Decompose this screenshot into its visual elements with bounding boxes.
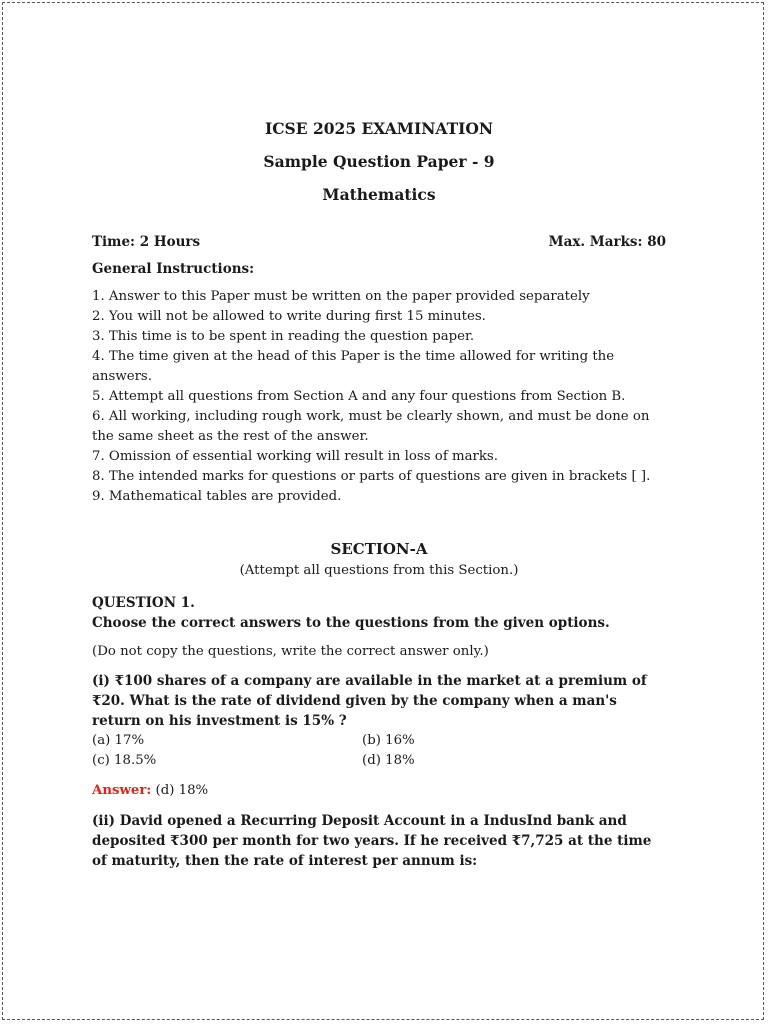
instruction-item: 8. The intended marks for questions or parts of questions are given in brackets [ ]. [92, 469, 651, 484]
general-instructions-heading: General Instructions: [92, 261, 255, 277]
question-1-part-i-options [92, 731, 666, 771]
instruction-item: 4. The time given at the head of this Paper is the time allowed for writing the answers. [92, 349, 615, 384]
question-paper [92, 118, 666, 871]
paper-title: Sample Question Paper - 9 [263, 152, 495, 171]
section-a-subheading: (Attempt all questions from this Section.) [239, 563, 519, 578]
answer-label: Answer: [92, 783, 152, 798]
time-allowed: Time: 2 Hours [92, 234, 201, 250]
max-marks: Max. Marks: 80 [548, 234, 666, 250]
question-1-part-i-answer [92, 781, 666, 801]
option-c: (c) 18.5% [92, 753, 157, 768]
instruction-item: 5. Attempt all questions from Section A and any four questions from Section B. [92, 389, 626, 404]
instruction-item: 7. Omission of essential working will result in loss of marks. [92, 449, 498, 464]
exam-meta-row [92, 231, 666, 259]
section-a-heading: SECTION-A [330, 540, 428, 558]
exam-title: ICSE 2025 EXAMINATION [264, 119, 494, 138]
option-a: (a) 17% [92, 733, 145, 748]
general-instructions-list [92, 287, 666, 507]
instruction-item: 1. Answer to this Paper must be written on the paper provided separately [92, 289, 590, 304]
question-1-note: (Do not copy the questions, write the correct answer only.) [92, 644, 489, 659]
answer-value: (d) 18% [151, 783, 209, 798]
instruction-item: 9. Mathematical tables are provided. [92, 489, 342, 504]
question-1-label: QUESTION 1. [92, 595, 195, 611]
question-1-part-ii-text: (ii) David opened a Recurring Deposit Account in a IndusInd bank and deposited ₹300 per month for two years. If he received ₹7,725 at the time of maturity, then the rate of interest per annum is: [92, 813, 652, 869]
option-b: (b) 16% [362, 733, 415, 748]
instruction-item: 3. This time is to be spent in reading the question paper. [92, 329, 475, 344]
instruction-item: 6. All working, including rough work, must be clearly shown, and must be done on the same sheet as the rest of the answer. [92, 409, 650, 444]
subject-title: Mathematics [322, 185, 436, 204]
question-1-instruction: Choose the correct answers to the questions from the given options. [92, 615, 610, 631]
question-1-part-i-text: (i) ₹100 shares of a company are available in the market at a premium of ₹20. What is the rate of dividend given by the company when a man's return on his investment is 15% ? [92, 673, 647, 729]
instruction-item: 2. You will not be allowed to write during first 15 minutes. [92, 309, 486, 324]
option-d: (d) 18% [362, 753, 415, 768]
